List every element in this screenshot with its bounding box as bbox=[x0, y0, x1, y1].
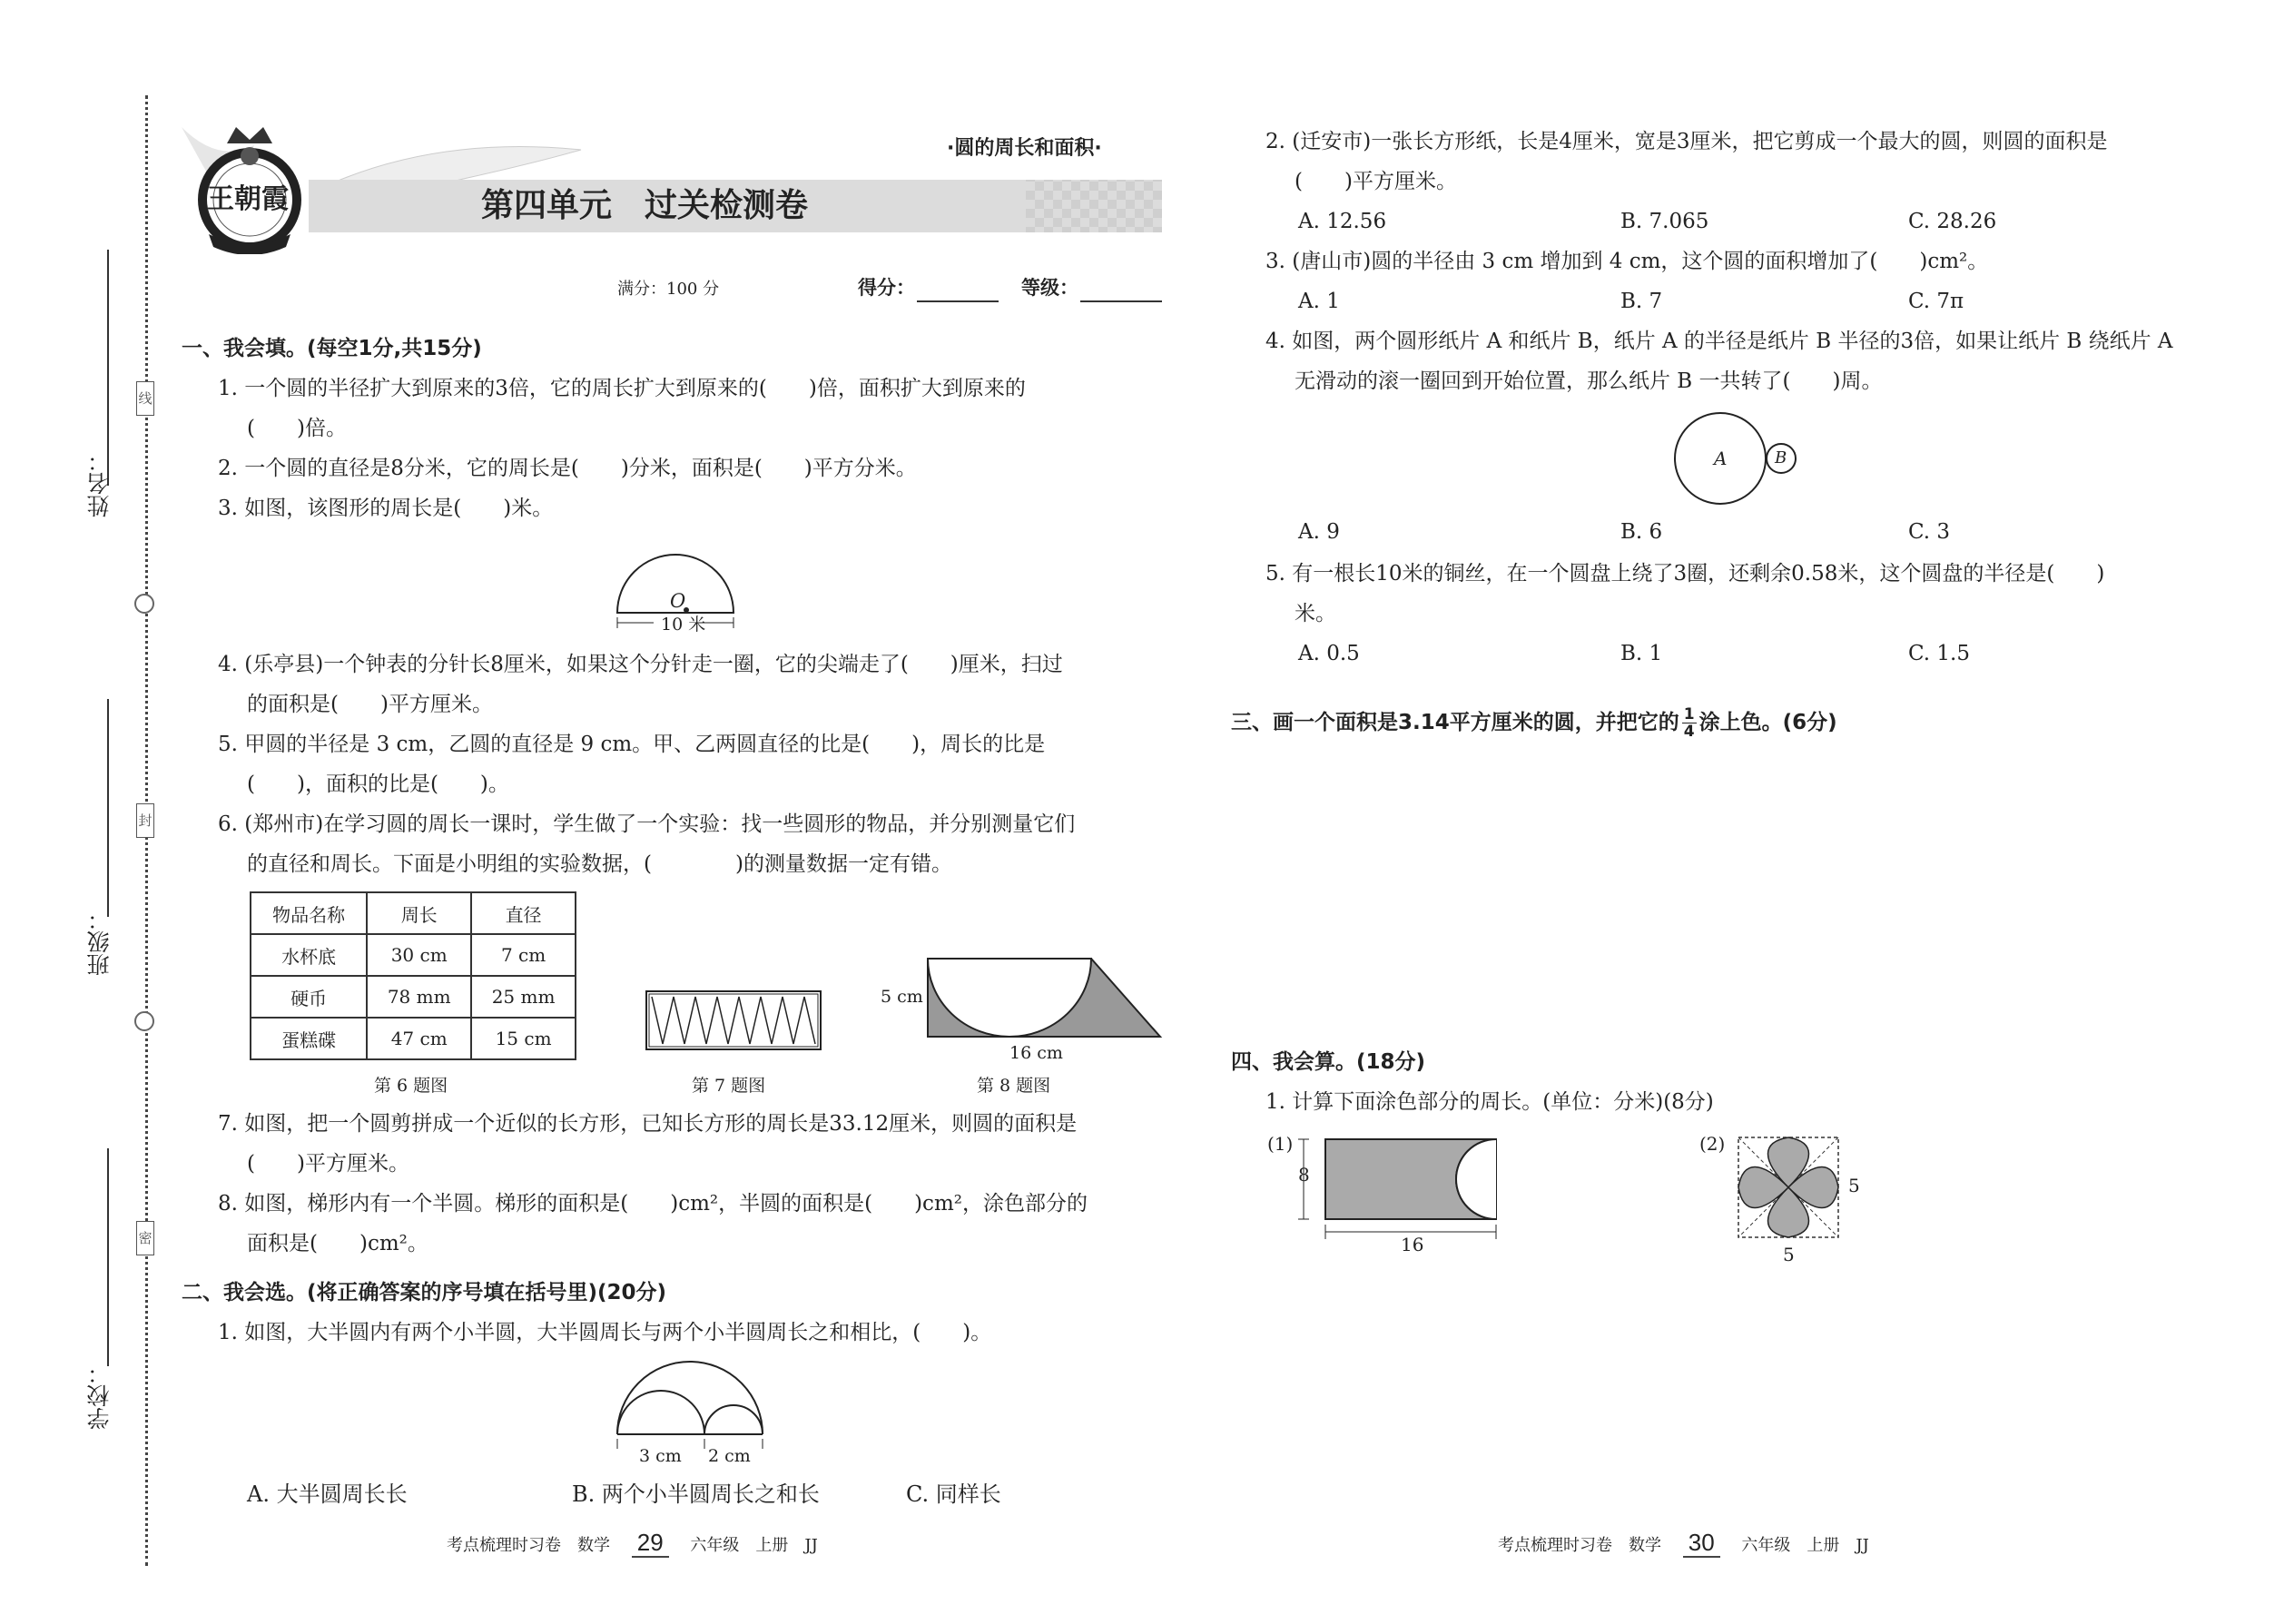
s4-fig1-width-label: 16 bbox=[1401, 1234, 1424, 1255]
s2-q4-circle-a-label: A bbox=[1714, 448, 1728, 469]
score-label: 得分： bbox=[858, 277, 915, 299]
class-line bbox=[107, 699, 109, 917]
s2-q4-option-a: A. 9 bbox=[1298, 520, 1340, 544]
table-cell: 25 mm bbox=[471, 976, 576, 1018]
q8-height-label: 5 cm bbox=[881, 987, 923, 1007]
s2-q1-semicircles-figure bbox=[608, 1353, 772, 1452]
s1-q7-line2: ( )平方厘米。 bbox=[247, 1152, 409, 1176]
grade-label: 等级： bbox=[1021, 277, 1078, 299]
s2-q1-option-b: B. 两个小半圆周长之和长 bbox=[572, 1481, 820, 1507]
class-label: 班级： bbox=[86, 908, 113, 976]
table-cell: 15 cm bbox=[471, 1018, 576, 1059]
s4-q1: 1. 计算下面涂色部分的周长。(单位：分米)(8分) bbox=[1265, 1090, 1714, 1114]
s2-q1-left-length: 3 cm bbox=[639, 1446, 682, 1466]
s4-fig2-label: (2) bbox=[1699, 1133, 1726, 1155]
fraction-denominator: 4 bbox=[1683, 723, 1695, 741]
table-cell: 47 cm bbox=[367, 1018, 471, 1059]
s1-q5-line2: ( )，面积的比是( )。 bbox=[247, 773, 509, 796]
s2-q1-option-a: A. 大半圆周长长 bbox=[247, 1481, 408, 1507]
fig6-caption: 第 6 题图 bbox=[374, 1076, 448, 1096]
s2-q2-option-a: A. 12.56 bbox=[1298, 210, 1387, 233]
s4-fig1-height-label: 8 bbox=[1298, 1164, 1310, 1186]
q3-center-label: O bbox=[670, 590, 686, 612]
footer-left-page-number: 29 bbox=[632, 1529, 669, 1558]
name-label: 姓名： bbox=[86, 449, 113, 517]
seal-mark-2: 封 bbox=[136, 803, 154, 838]
table-row bbox=[251, 1018, 576, 1059]
school-label: 学校： bbox=[86, 1362, 113, 1430]
s2-q3: 3. (唐山市)圆的半径由 3 cm 增加到 4 cm，这个圆的面积增加了( )cm²。 bbox=[1265, 250, 1989, 273]
s1-q6-line1: 6. (郑州市)在学习圆的周长一课时，学生做了一个实验：找一些圆形的物品，并分别测量它们 bbox=[218, 812, 1076, 836]
s2-q3-option-a: A. 1 bbox=[1298, 290, 1340, 313]
s1-q1-line1: 1. 一个圆的半径扩大到原来的3倍，它的周长扩大到原来的( )倍，面积扩大到原来的 bbox=[218, 377, 1026, 400]
section3-text-post: 涂上色。(6分) bbox=[1698, 711, 1837, 734]
section1-title: 一、我会填。(每空1分,共15分) bbox=[182, 337, 482, 360]
s1-q5-line1: 5. 甲圆的半径是 3 cm，乙圆的直径是 9 cm。甲、乙两圆直径的比是( )，周长的比是 bbox=[218, 733, 1046, 756]
s2-q5-line1: 5. 有一根长10米的铜丝，在一个圆盘上绕了3圈，还剩余0.58米，这个圆盘的半径是( ) bbox=[1265, 562, 2105, 586]
logo-text: 王朝霞 bbox=[207, 183, 289, 215]
table-header: 周长 bbox=[367, 892, 471, 934]
s2-q4-option-c: C. 3 bbox=[1908, 520, 1951, 544]
s4-fig2-side-label: 5 bbox=[1848, 1175, 1860, 1196]
s2-q5-option-c: C. 1.5 bbox=[1908, 642, 1970, 665]
binding-dot-2 bbox=[134, 1011, 154, 1031]
s1-q8-line2: 面积是( )cm²。 bbox=[247, 1232, 428, 1255]
table-cell: 30 cm bbox=[367, 934, 471, 976]
q8-trapezoid-figure bbox=[926, 957, 1164, 1038]
s2-q5-option-a: A. 0.5 bbox=[1298, 642, 1360, 665]
s2-q1: 1. 如图，大半圆内有两个小半圆，大半圆周长与两个小半圆周长之和相比，( )。 bbox=[218, 1321, 992, 1344]
s4-fig1-label: (1) bbox=[1267, 1133, 1294, 1155]
footer-right-page-number: 30 bbox=[1683, 1529, 1720, 1558]
table-header: 物品名称 bbox=[251, 892, 367, 934]
s1-q7-line1: 7. 如图，把一个圆剪拼成一个近似的长方形，已知长方形的周长是33.12厘米，则圆的面积是 bbox=[218, 1112, 1078, 1136]
table-row bbox=[251, 976, 576, 1018]
table-cell: 蛋糕碟 bbox=[251, 1018, 367, 1059]
s2-q4-circle-b-label: B bbox=[1775, 448, 1787, 468]
s4-fig1-rectangle-figure bbox=[1298, 1130, 1507, 1244]
s1-q4-line1: 4. (乐亭县)一个钟表的分针长8厘米，如果这个分针走一圈，它的尖端走了( )厘米，扫过 bbox=[218, 653, 1063, 676]
table-cell: 水杯底 bbox=[251, 934, 367, 976]
page-title: 第四单元 过关检测卷 bbox=[481, 187, 809, 224]
footer-right-grade: 六年级 上册 JJ bbox=[1741, 1536, 1869, 1555]
table-header-row bbox=[251, 892, 576, 934]
s2-q1-option-c: C. 同样长 bbox=[906, 1481, 1001, 1507]
full-score: 满分：100 分 bbox=[617, 280, 720, 299]
table-cell: 7 cm bbox=[471, 934, 576, 976]
footer-right bbox=[1498, 1529, 1869, 1557]
s1-q4-line2: 的面积是( )平方厘米。 bbox=[247, 693, 493, 716]
section3-title bbox=[1231, 706, 1837, 740]
s2-q5-option-b: B. 1 bbox=[1620, 642, 1663, 665]
q3-length-label: 10 米 bbox=[661, 615, 706, 635]
s2-q3-option-c: C. 7π bbox=[1908, 290, 1964, 313]
fig8-caption: 第 8 题图 bbox=[977, 1076, 1051, 1096]
s1-q2: 2. 一个圆的直径是8分米，它的周长是( )分米，面积是( )平方分米。 bbox=[218, 457, 917, 480]
s4-fig2-bottom-label: 5 bbox=[1783, 1244, 1795, 1265]
binding-dot-1 bbox=[134, 594, 154, 614]
s2-q2-line1: 2. (迁安市)一张长方形纸，长是4厘米，宽是3厘米，把它剪成一个最大的圆，则圆的面积是 bbox=[1265, 130, 2108, 153]
footer-left-book: 考点梳理时习卷 数学 bbox=[447, 1536, 610, 1555]
score-blank bbox=[917, 300, 999, 302]
s2-q3-option-b: B. 7 bbox=[1620, 290, 1663, 313]
s1-q3: 3. 如图，该图形的周长是( )米。 bbox=[218, 497, 554, 520]
s2-q4-line1: 4. 如图，两个圆形纸片 A 和纸片 B，纸片 A 的半径是纸片 B 半径的3倍，如果让纸片 B 绕纸片 A bbox=[1265, 330, 2173, 353]
s2-q1-right-length: 2 cm bbox=[708, 1446, 751, 1466]
s4-fig2-petal-figure bbox=[1734, 1133, 1843, 1242]
s1-q1-line2: ( )倍。 bbox=[247, 417, 347, 440]
section4-title: 四、我会算。(18分) bbox=[1231, 1050, 1426, 1074]
s2-q2-line2: ( )平方厘米。 bbox=[1295, 170, 1457, 193]
footer-left-grade: 六年级 上册 JJ bbox=[690, 1536, 818, 1555]
s2-q5-line2: 米。 bbox=[1295, 602, 1336, 625]
seal-mark-3: 密 bbox=[136, 1221, 154, 1255]
section2-title: 二、我会选。(将正确答案的序号填在括号里)(20分) bbox=[182, 1281, 667, 1304]
fig7-caption: 第 7 题图 bbox=[692, 1076, 766, 1096]
table-row bbox=[251, 934, 576, 976]
fraction bbox=[1682, 706, 1697, 740]
school-line bbox=[107, 1148, 109, 1366]
footer-right-book: 考点梳理时习卷 数学 bbox=[1498, 1536, 1661, 1555]
footer-left bbox=[447, 1529, 818, 1557]
s2-q2-option-b: B. 7.065 bbox=[1620, 210, 1709, 233]
table-cell: 78 mm bbox=[367, 976, 471, 1018]
q6-data-table bbox=[250, 891, 576, 1060]
fraction-numerator: 1 bbox=[1683, 705, 1695, 723]
s2-q2-option-c: C. 28.26 bbox=[1908, 210, 1997, 233]
s1-q8-line1: 8. 如图，梯形内有一个半圆。梯形的面积是( )cm²，半圆的面积是( )cm²，涂色部分的 bbox=[218, 1192, 1088, 1216]
unit-topic: ·圆的周长和面积· bbox=[947, 137, 1102, 160]
section3-text-pre: 三、画一个面积是3.14平方厘米的圆，并把它的 bbox=[1231, 711, 1679, 734]
s2-q4-option-b: B. 6 bbox=[1620, 520, 1663, 544]
grade-blank bbox=[1080, 300, 1162, 302]
q8-width-label: 16 cm bbox=[1009, 1043, 1063, 1063]
seal-mark-1: 线 bbox=[136, 381, 154, 416]
table-header: 直径 bbox=[471, 892, 576, 934]
q7-zigzag-rectangle-figure bbox=[645, 989, 826, 1055]
table-cell: 硬币 bbox=[251, 976, 367, 1018]
s1-q6-line2: 的直径和周长。下面是小明组的实验数据，( )的测量数据一定有错。 bbox=[247, 852, 952, 876]
s2-q4-line2: 无滑动的滚一圈回到开始位置，那么纸片 B 一共转了( )周。 bbox=[1295, 369, 1883, 393]
